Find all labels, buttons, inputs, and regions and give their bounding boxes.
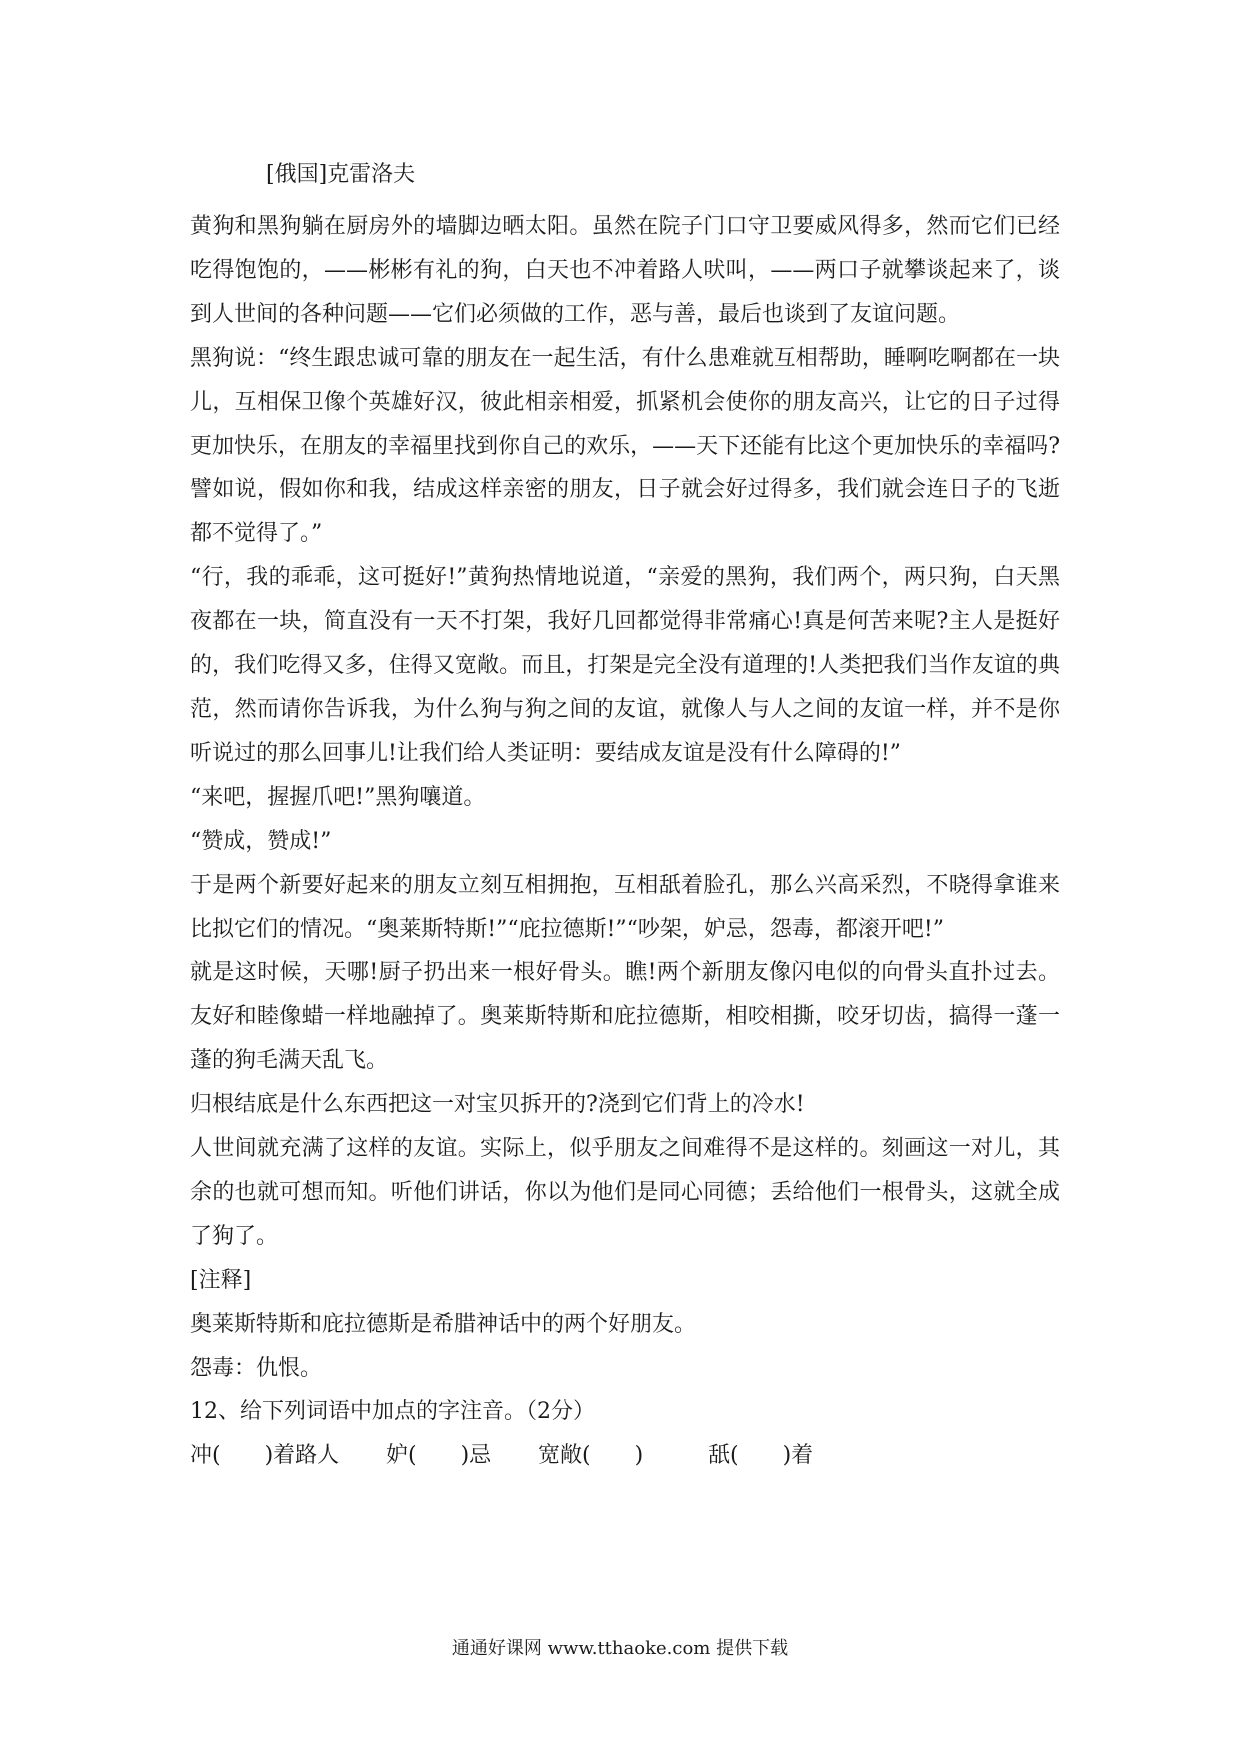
paragraph-1: 黄狗和黑狗躺在厨房外的墙脚边晒太阳。虽然在院子门口守卫要威风得多，然而它们已经吃得饱饱的，——彬彬有礼的狗，白天也不冲着路人吠叫，——两口子就攀谈起来了，谈到人世间的各种问题——它们必须做的工作，恶与善，最后也谈到了友谊问题。: [190, 214, 1060, 327]
paragraph-7: 就是这时候，天哪!厨子扔出来一根好骨头。瞧!两个新朋友像闪电似的向骨头直扑过去。友好和睦像蜡一样地融掉了。奥莱斯特斯和庇拉德斯，相咬相撕，咬牙切齿，搞得一蓬一蓬的狗毛满天乱飞。: [190, 960, 1060, 1074]
paragraph-9: 人世间就充满了这样的友谊。实际上，似乎朋友之间难得不是这样的。刻画这一对儿，其余的也就可想而知。听他们讲话，你以为他们是同心同德；丢给他们一根骨头，这就全成了狗了。: [190, 1136, 1060, 1249]
author-line: [俄国]克雷洛夫: [266, 162, 416, 187]
paragraph-4: “来吧，握握爪吧!”黑狗嚷道。: [190, 784, 486, 810]
paragraph-5: “赞成，赞成!”: [190, 828, 332, 854]
answer-item-3: 宽敞( ): [538, 1443, 644, 1469]
note-1: 奥莱斯特斯和庇拉德斯是希腊神话中的两个好朋友。: [190, 1311, 697, 1337]
paragraph-2: 黑狗说：“终生跟忠诚可靠的朋友在一起生活，有什么患难就互相帮助，睡啊吃啊都在一块儿，互相保卫像个英雄好汉，彼此相亲相爱，抓紧机会使你的朋友高兴，让它的日子过得更加快乐，在朋友的幸福里找到你自己的欢乐，——天下还能有比这个更加快乐的幸福吗?譬如说，假如你和我，结成这样亲密的朋友，日子就会好过得多，我们就会连日子的飞逝都不觉得了。”: [190, 345, 1060, 547]
paragraph-8: 归根结底是什么东西把这一对宝贝拆开的?浇到它们背上的冷水!: [190, 1092, 805, 1118]
paragraph-6: 于是两个新要好起来的朋友立刻互相拥抱，互相舐着脸孔，那么兴高采烈，不晓得拿谁来比拟它们的情况。“奥莱斯特斯!”“庇拉德斯!”“吵架，妒忌，怨毒，都滚开吧!”: [190, 872, 1060, 942]
footer-credit: 通通好课网 www.tthaoke.com 提供下载: [451, 1638, 789, 1659]
note-2: 怨毒：仇恨。: [190, 1355, 323, 1381]
answer-item-4: 舐( )着: [708, 1443, 814, 1469]
question-12: 12、给下列词语中加点的字注音。（2分）: [190, 1399, 595, 1425]
answer-item-2: 妒( )忌: [386, 1443, 492, 1469]
answer-item-1: 冲( )着路人: [190, 1443, 340, 1469]
article-body: [190, 205, 1060, 1478]
answer-blanks: [190, 1434, 1060, 1478]
paragraph-3: “行，我的乖乖，这可挺好!”黄狗热情地说道，“亲爱的黑狗，我们两个，两只狗，白天黑夜都在一块，简直没有一天不打架，我好几回都觉得非常痛心!真是何苦来呢?主人是挺好的，我们吃得又多，住得又宽敞。而且，打架是完全没有道理的!人类把我们当作友谊的典范，然而请你告诉我，为什么狗与狗之间的友谊，就像人与人之间的友谊一样，并不是你听说过的那么回事儿!让我们给人类证明：要结成友谊是没有什么障碍的!”: [190, 565, 1060, 766]
notes-heading: [注释]: [190, 1267, 252, 1293]
